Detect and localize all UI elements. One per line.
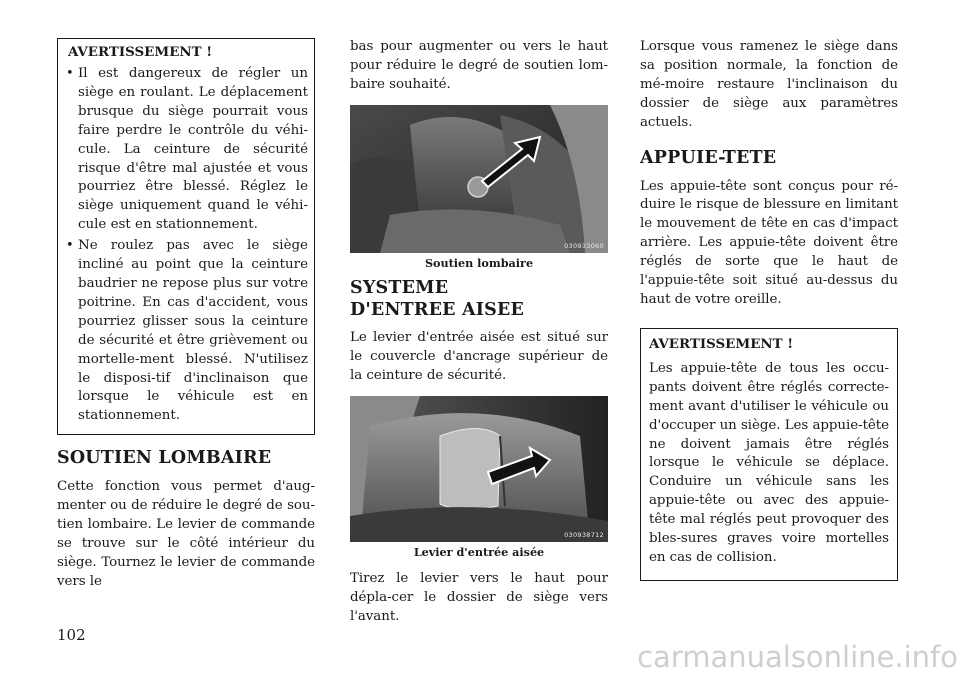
section-title-head-restraints: APPUIE-TETE (640, 147, 777, 168)
column-middle (350, 38, 608, 627)
head-restraints-text: Les appuie-tête sont conçus pour ré-duire le risque de blessure en limitant le mouvement de tête en cas d'impact arrière. Les appuie-tête doivent être réglés de sorte que le haut de l'appuie-tête soit situé au-dessus du haut de votre oreille. (640, 178, 898, 307)
lumbar-text: Cette fonction vous permet d'aug-menter ou de réduire le degré de sou-tien lombaire. Le levier de commande se trouve sur le côté intérieur du siège. Tournez le levier de commande vers le (57, 479, 315, 589)
column-left (57, 38, 315, 592)
warning-bullet: • Il est dangereux de régler un siège en roulant. Le déplacement brusque du siège pourrait vous faire perdre le contrôle du véhi-cule. La ceinture de sécurité risque d'être mal ajustée et vous pourriez être blessé. Réglez le siège uniquement quand le véhi-cule est en stationnement. (64, 65, 308, 235)
lumbar-continued-text: bas pour augmenter ou vers le haut pour réduire le degré de soutien lom-baire souhaité. (350, 39, 608, 92)
warning-title: AVERTISSEMENT ! (649, 335, 794, 352)
memory-text: Lorsque vous ramenez le siège dans sa position normale, la fonction de mé-moire restaure l'inclinaison du dossier de siège aux paramètres actuels. (640, 39, 898, 130)
section-title-easy-entry: SYSTEME D'ENTREE AISEE (350, 277, 525, 320)
figure-code: 030933060 (564, 241, 604, 250)
figure-code: 030938712 (564, 531, 604, 540)
easy-entry-illustration (350, 396, 608, 542)
head-restraints-warning-text: Les appuie-tête de tous les occu-pants doivent être réglés correcte-ment avant d'utiliser le véhicule ou d'occuper un siège. Les appuie-tête ne doivent jamais être réglés lorsque le véhicule se déplace. Conduire un véhicule sans les appuie-tête ou avec des appuie-tête mal réglés peut provoquer des bles-sures graves voire mortelles en cas de collision. (649, 360, 889, 565)
page-number: 102 (57, 626, 86, 644)
column-right (640, 38, 898, 581)
section-title-lumbar: SOUTIEN LOMBAIRE (57, 448, 272, 469)
easy-entry-figure (350, 396, 608, 542)
easy-entry-text: Le levier d'entrée aisée est situé sur le couvercle d'ancrage supérieur de la ceinture de sécurité. (350, 329, 608, 383)
figure-caption-easy-entry: Levier d'entrée aisée (413, 545, 545, 560)
figure-caption-lumbar: Soutien lombaire (424, 255, 534, 270)
watermark: carmanualsonline.info (637, 640, 958, 674)
warning-list (64, 65, 308, 426)
lumbar-figure (350, 105, 608, 253)
warning-box-head-restraints (640, 328, 898, 581)
warning-box-seat (57, 38, 315, 435)
warning-bullet: • Ne roulez pas avec le siège incliné au point que la ceinture baudrier ne repose plus sur votre poitrine. En cas d'accident, vous pourriez glisser sous la ceinture de sécurité et être grièvement ou mortelle-ment blessé. N'utilisez le disposi-tif d'inclinaison que lorsque le véhicule est en stationnement. (64, 237, 308, 426)
warning-title: AVERTISSEMENT ! (68, 44, 213, 60)
lumbar-seat-illustration (350, 105, 608, 253)
easy-entry-outro-text: Tirez le levier vers le haut pour dépla-cer le dossier de siège vers l'avant. (350, 571, 608, 625)
